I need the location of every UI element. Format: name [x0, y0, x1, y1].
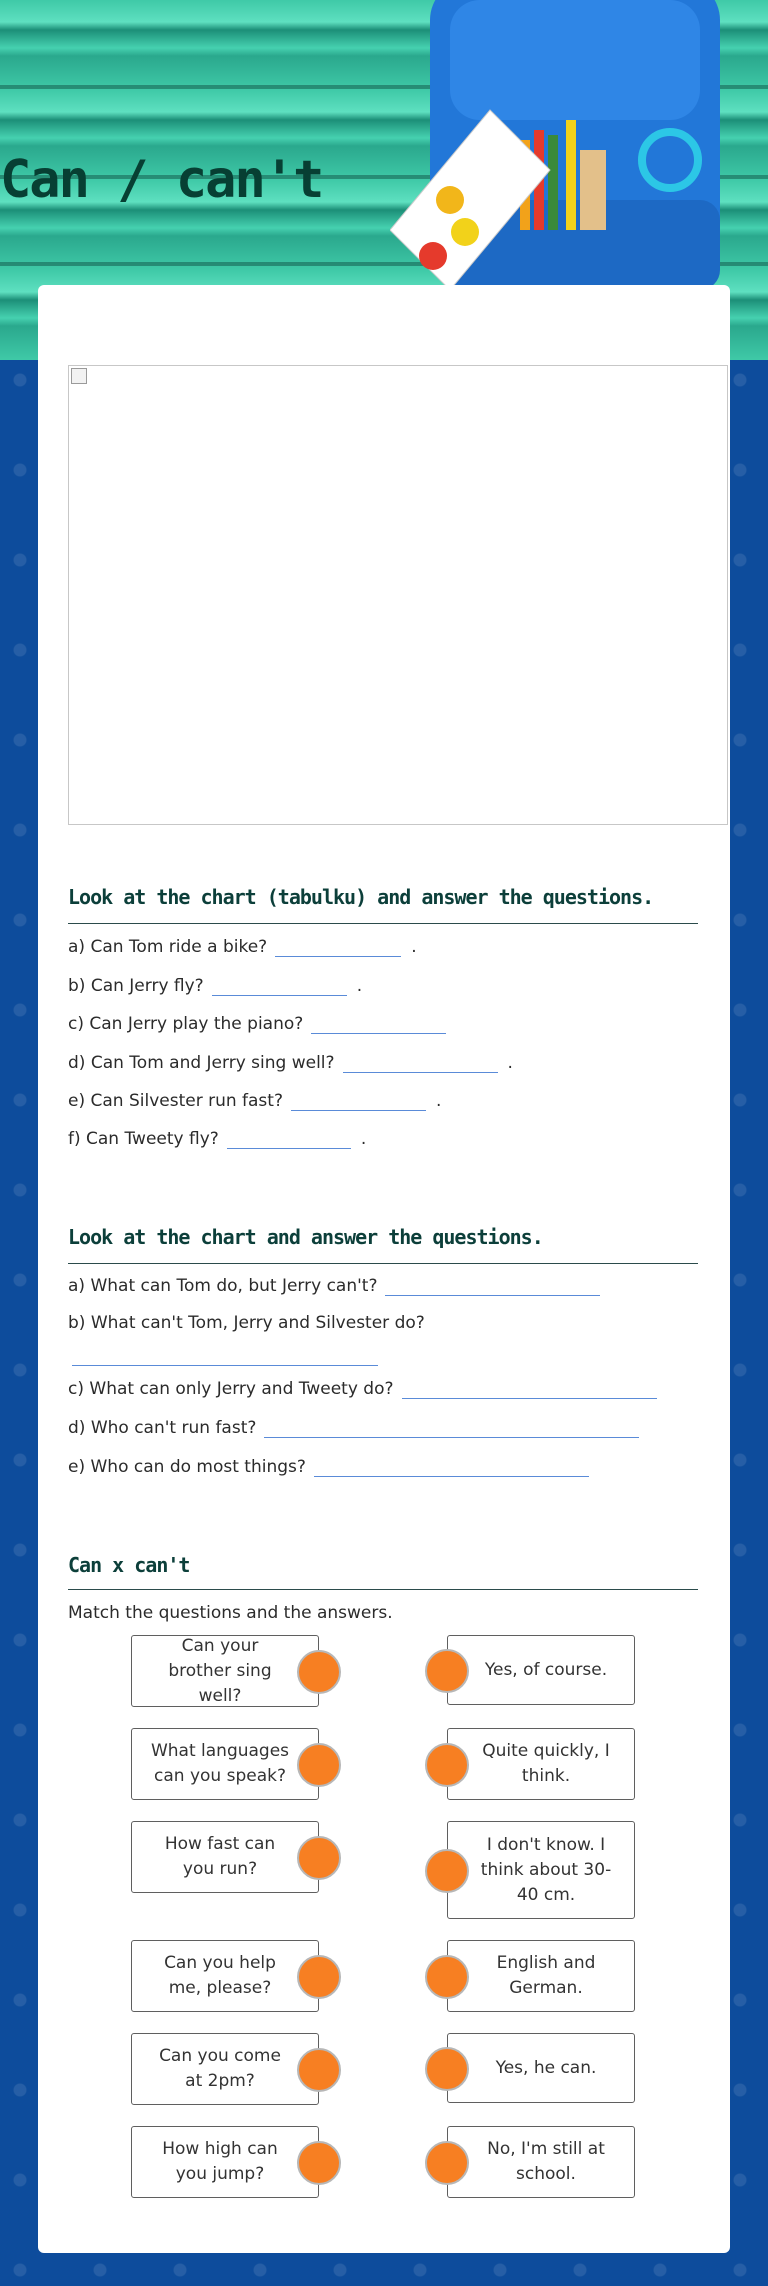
match-answer-4[interactable]: English and German.: [447, 1940, 635, 2012]
answer-blank-a[interactable]: [275, 938, 401, 957]
section2-title: Look at the chart and answer the questions.: [68, 1225, 543, 1249]
match-question-3[interactable]: How fast can you run?: [131, 1821, 319, 1893]
s2-question-c: c) What can only Jerry and Tweety do?: [68, 1379, 657, 1399]
s1-question-b: b) Can Jerry fly? .: [68, 976, 363, 996]
match-handle-left-2[interactable]: [297, 1743, 341, 1787]
match-handle-left-3[interactable]: [297, 1836, 341, 1880]
s1-question-e: e) Can Silvester run fast? .: [68, 1091, 442, 1111]
match-handle-left-1[interactable]: [297, 1650, 341, 1694]
match-instruction: Match the questions and the answers.: [68, 1603, 393, 1623]
s1-question-a: a) Can Tom ride a bike? .: [68, 937, 417, 957]
backpack-image: [390, 0, 750, 300]
match-question-5[interactable]: Can you come at 2pm?: [131, 2033, 319, 2105]
answer-blank-c[interactable]: [311, 1015, 446, 1034]
match-handle-right-2[interactable]: [425, 1743, 469, 1787]
match-answer-5[interactable]: Yes, he can.: [447, 2033, 635, 2103]
match-answer-2[interactable]: Quite quickly, I think.: [447, 1728, 635, 1800]
answer-blank-f[interactable]: [227, 1130, 351, 1149]
s2-question-e: e) Who can do most things?: [68, 1457, 589, 1477]
match-handle-left-5[interactable]: [297, 2048, 341, 2092]
match-handle-right-3[interactable]: [425, 1849, 469, 1893]
section2-divider: [68, 1263, 698, 1264]
worksheet-card: [38, 285, 730, 2253]
answer-blank-s2c[interactable]: [402, 1380, 657, 1399]
broken-image-icon: [71, 368, 87, 384]
match-question-6[interactable]: How high can you jump?: [131, 2126, 319, 2198]
match-question-2[interactable]: What languages can you speak?: [131, 1728, 319, 1800]
s2-question-d: d) Who can't run fast?: [68, 1418, 639, 1438]
section1-title: Look at the chart (tabulku) and answer the questions.: [68, 885, 654, 909]
section1-divider: [68, 923, 698, 924]
answer-blank-b[interactable]: [212, 977, 347, 996]
chart-image: [68, 365, 728, 825]
section3-title: Can x can't: [68, 1553, 190, 1577]
answer-blank-e[interactable]: [291, 1092, 426, 1111]
match-question-1[interactable]: Can your brother sing well?: [131, 1635, 319, 1707]
answer-blank-s2e[interactable]: [314, 1458, 589, 1477]
match-handle-right-4[interactable]: [425, 1955, 469, 1999]
s2-question-a: a) What can Tom do, but Jerry can't?: [68, 1276, 600, 1296]
answer-blank-s2a[interactable]: [385, 1277, 600, 1296]
section3-divider: [68, 1589, 698, 1590]
answer-blank-s2d[interactable]: [264, 1419, 639, 1438]
answer-blank-s2b[interactable]: [72, 1365, 378, 1366]
match-question-4[interactable]: Can you help me, please?: [131, 1940, 319, 2012]
match-answer-1[interactable]: Yes, of course.: [447, 1635, 635, 1705]
match-answer-6[interactable]: No, I'm still at school.: [447, 2126, 635, 2198]
s1-question-c: c) Can Jerry play the piano?: [68, 1014, 456, 1034]
page-title: Can / can't: [0, 150, 323, 210]
match-handle-right-1[interactable]: [425, 1649, 469, 1693]
s1-question-f: f) Can Tweety fly? .: [68, 1129, 367, 1149]
match-handle-right-5[interactable]: [425, 2047, 469, 2091]
match-answer-3[interactable]: I don't know. I think about 30-40 cm.: [447, 1821, 635, 1919]
match-handle-right-6[interactable]: [425, 2141, 469, 2185]
answer-blank-d[interactable]: [343, 1054, 498, 1073]
s1-question-d: d) Can Tom and Jerry sing well? .: [68, 1053, 513, 1073]
match-handle-left-4[interactable]: [297, 1955, 341, 1999]
match-handle-left-6[interactable]: [297, 2141, 341, 2185]
s2-question-b: b) What can't Tom, Jerry and Silvester do?: [68, 1313, 425, 1333]
